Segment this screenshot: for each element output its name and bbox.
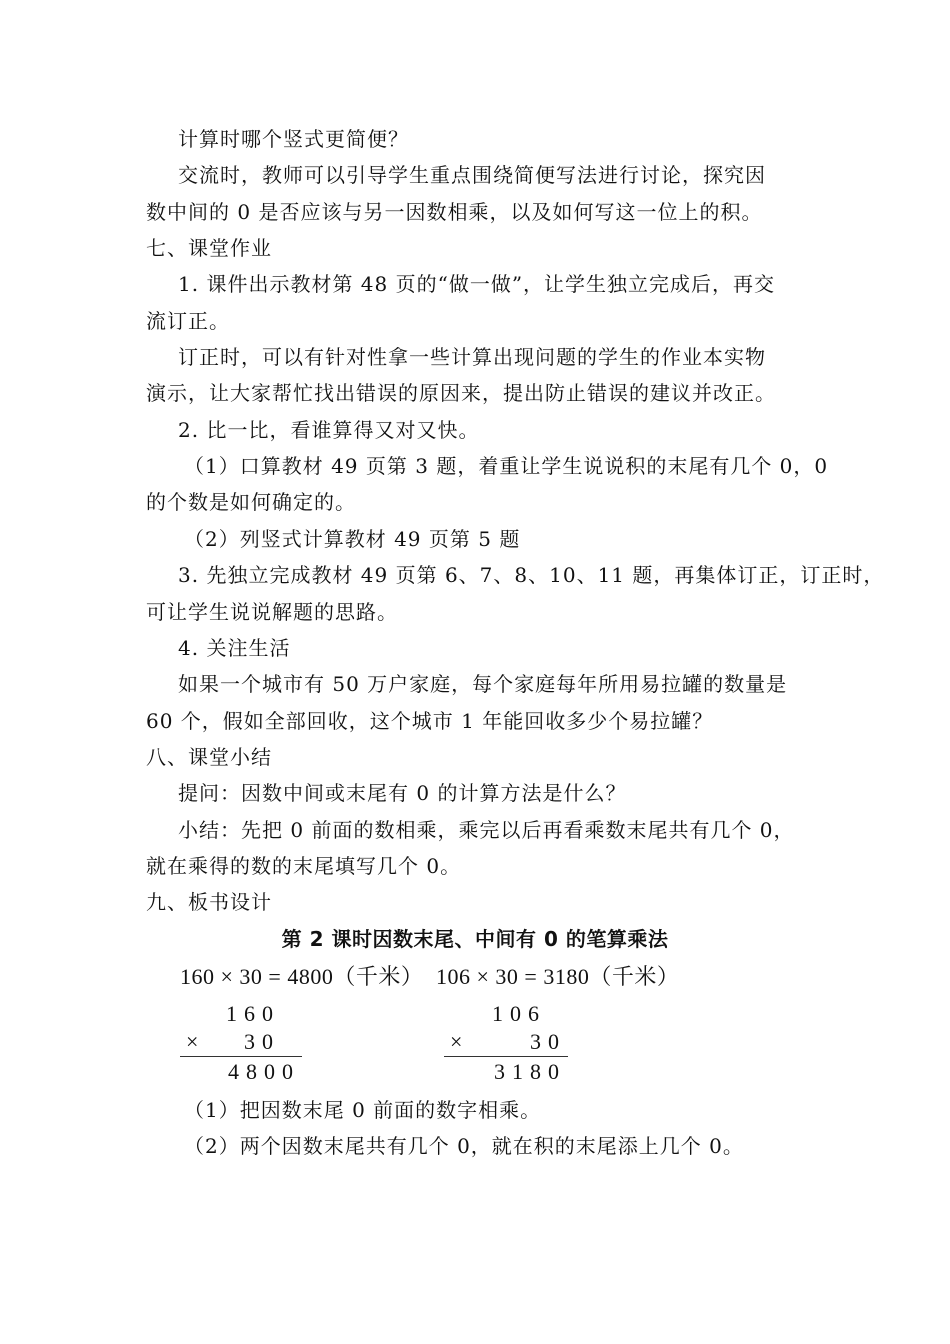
text-line: 计算时哪个竖式更简便？ (178, 127, 409, 151)
multiply-sign: × (450, 1029, 470, 1054)
section-heading: 八、课堂小结 (146, 745, 272, 769)
text-line: （1）口算教材 49 页第 3 题，着重让学生说说积的末尾有几个 0，0 (184, 454, 829, 478)
text-line: （2）列竖式计算教材 49 页第 5 题 (184, 527, 521, 551)
text-line: 流订正。 (146, 309, 230, 333)
section-heading: 九、板书设计 (146, 890, 272, 914)
multiply-sign: × (186, 1029, 206, 1054)
vertical-calc-1 (180, 1000, 302, 1086)
text-line: 如果一个城市有 50 万户家庭，每个家庭每年所用易拉罐的数量是 (178, 672, 788, 696)
text-line: 交流时，教师可以引导学生重点围绕简便写法进行讨论，探究因 (178, 163, 766, 187)
vertical-calc-multiplicand: 106 (492, 1001, 546, 1026)
equation-2: 106 × 30 = 3180（千米） (436, 964, 680, 989)
text-line: 小结：先把 0 前面的数相乘，乘完以后再看乘数末尾共有几个 0， (178, 818, 795, 842)
text-line: 就在乘得的数的末尾填写几个 0。 (146, 854, 462, 878)
text-line: 1. 课件出示教材第 48 页的“做一做”，让学生独立完成后，再交 (178, 272, 776, 296)
text-line: 可让学生说说解题的思路。 (146, 600, 398, 624)
text-line: 订正时，可以有针对性拿一些计算出现问题的学生的作业本实物 (178, 345, 766, 369)
board-title: 第 2 课时因数末尾、中间有 0 的笔算乘法 (281, 927, 669, 951)
vertical-calc-multiplier: 30 (244, 1029, 280, 1054)
vertical-calc-multiplier: 30 (530, 1029, 566, 1054)
text-line: 60 个，假如全部回收，这个城市 1 年能回收多少个易拉罐？ (146, 709, 714, 733)
text-line: 3. 先独立完成教材 49 页第 6、7、8、10、11 题，再集体订正，订正时， (178, 563, 885, 587)
text-line: 2. 比一比，看谁算得又对又快。 (178, 418, 480, 442)
text-line: 的个数是如何确定的。 (146, 490, 356, 514)
text-line: 数中间的 0 是否应该与另一因数相乘，以及如何写这一位上的积。 (146, 200, 763, 224)
vertical-calc-rule (444, 1056, 568, 1057)
vertical-calc-multiplicand: 160 (226, 1001, 280, 1026)
section-heading: 七、课堂作业 (146, 236, 272, 260)
text-line: 提问：因数中间或末尾有 0 的计算方法是什么？ (178, 781, 627, 805)
vertical-calc-product: 4800 (228, 1059, 300, 1084)
vertical-calc-product: 3180 (494, 1059, 566, 1084)
board-note-1: （1）把因数末尾 0 前面的数字相乘。 (184, 1098, 542, 1122)
text-line: 4. 关注生活 (178, 636, 291, 660)
board-note-2: （2）两个因数末尾共有几个 0，就在积的末尾添上几个 0。 (184, 1134, 744, 1158)
text-line: 演示，让大家帮忙找出错误的原因来，提出防止错误的建议并改正。 (146, 381, 776, 405)
vertical-calc-2 (444, 1000, 568, 1086)
vertical-calc-rule (180, 1056, 302, 1057)
equation-1: 160 × 30 = 4800（千米） (180, 964, 424, 989)
